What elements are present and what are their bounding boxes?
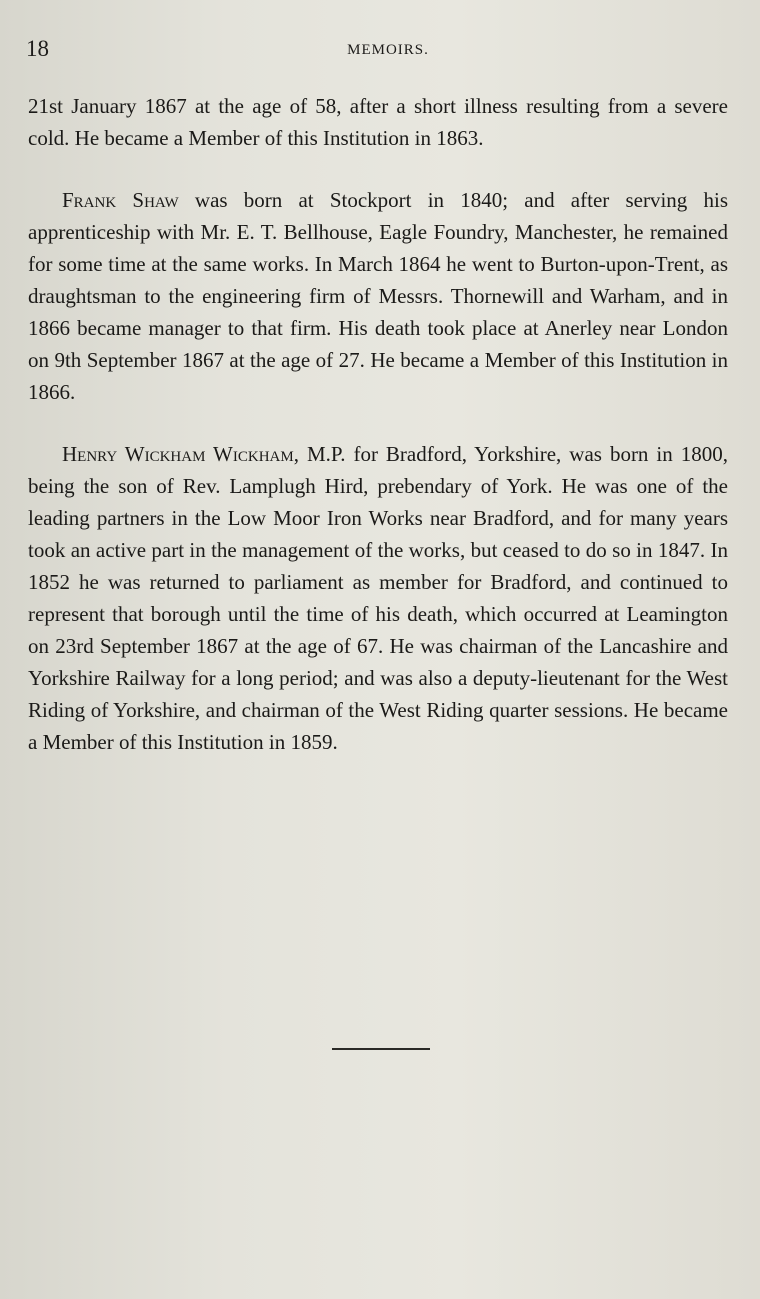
paragraph-text: was born at Stockport in 1840; and after serving his apprenticeship with Mr. E. T. Bellhouse, Eagle Foundry, Manchester, he remained for some time at the same works. In March 1864 he went to Burton-upon-Trent, as draughtsman to the engineering firm of Messrs. Thornewill and Warham, and in 1866 became manager to that firm. His death took place at Anerley near London on 9th September 1867 at the age of 27. He became a Member of this Institution in 1866. xyxy=(28,188,729,404)
paragraph-frank-shaw xyxy=(28,184,728,408)
memoir-name: Frank Shaw xyxy=(62,188,179,212)
page-number: 18 xyxy=(26,36,49,61)
memoir-name: Henry Wickham Wickham, xyxy=(62,442,299,466)
section-divider xyxy=(332,1048,430,1050)
running-head xyxy=(26,36,730,68)
memoir-text xyxy=(28,90,728,788)
paragraph-text: 21st January 1867 at the age of 58, after a short illness resulting from a severe cold. He became a Member of this Institution in 1863. xyxy=(28,94,728,150)
header-title: MEMOIRS. xyxy=(347,42,429,58)
paragraph-text: M.P. for Bradford, Yorkshire, was born in 1800, being the son of Rev. Lamplugh Hird, prebendary of York. He was one of the leading partners in the Low Moor Iron Works near Bradford, and for many years took an active part in the management of the works, but ceased to do so in 1847. In 1852 he was returned to parliament as member for Bradford, and continued to represent that borough until the time of his death, which occurred at Leamington on 23rd September 1867 at the age of 67. He was chairman of the Lancashire and Yorkshire Railway for a long period; and was also a deputy-lieutenant for the West Riding of Yorkshire, and chairman of the West Riding quarter sessions. He became a Member of this Institution in 1859. xyxy=(28,442,728,754)
paragraph-henry-wickham xyxy=(28,438,728,758)
paragraph-continuation xyxy=(28,90,728,154)
